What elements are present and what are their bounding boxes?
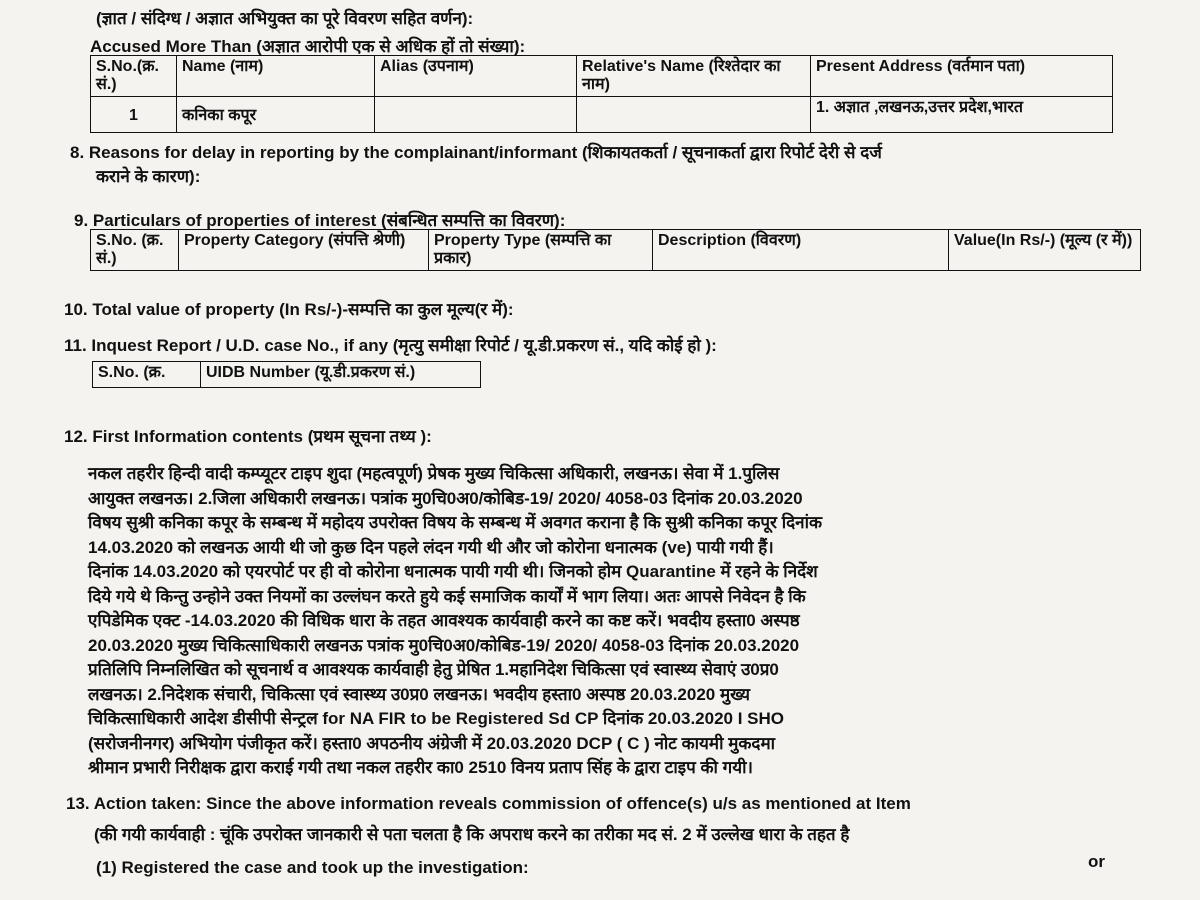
accused-description-line: (ज्ञात / संदिग्ध / अज्ञात अभियुक्त का पूरे विवरण सहित वर्णन): <box>96 9 474 28</box>
accused-row-relative <box>577 97 811 133</box>
inquest-table-header-row <box>93 362 481 388</box>
item8-reasons-delay-cont: कराने के कारण): <box>96 167 201 186</box>
item8-reasons-delay: 8. Reasons for delay in reporting by the complainant/informant (शिकायतकर्ता / सूचनाकर्ता द्वारा रिपोर्ट देरी से दर्ज <box>70 143 882 162</box>
accused-col-address: Present Address (वर्तमान पता) <box>811 56 1113 97</box>
item13-action-taken: 13. Action taken: Since the above information reveals commission of offence(s) u/s as mentioned at Item <box>66 794 911 813</box>
fir-content-line: नकल तहरीर हिन्दी वादी कम्प्यूटर टाइप शुदा (महत्वपूर्ण) प्रेषक मुख्य चिकित्सा अधिकारी, लखनऊ। सेवा में 1.पुलिस <box>88 464 780 483</box>
fir-content-line: लखनऊ। 2.निदेशक संचारी, चिकित्सा एवं स्वास्थ्य उ0प्र0 लखनऊ। भवदीय हस्ता0 अस्पष्ठ 20.03.2020 मुख्य <box>88 684 750 704</box>
item11-heading: 11. Inquest Report / U.D. case No., if any (मृत्यु समीक्षा रिपोर्ट / यू.डी.प्रकरण सं., यदि कोई हो ): <box>64 336 717 355</box>
fir-content-line: प्रतिलिपि निम्नलिखित को सूचनार्थ व आवश्यक कार्यवाही हेतु प्रेषित 1.महानिदेश चिकित्सा एवं स्वास्थ्य सेवाएं उ0प्र0 <box>88 660 779 679</box>
property-table <box>90 229 1141 271</box>
accused-col-relative: Relative's Name (रिश्तेदार का नाम) <box>577 56 811 97</box>
accused-table <box>90 55 1113 133</box>
property-col-sno: S.No. (क्र. सं.) <box>91 230 179 271</box>
item13-registered-case: (1) Registered the case and took up the investigation: <box>96 858 529 877</box>
inquest-table <box>92 361 481 388</box>
table-row <box>91 97 1113 133</box>
inquest-col-uidb: UIDB Number (यू.डी.प्रकरण सं.) <box>201 362 481 388</box>
fir-content-line: चिकित्साधिकारी आदेश डीसीपी सेन्ट्रल for NA FIR to be Registered Sd CP दिनांक 20.03.2020 I SHO <box>88 709 784 728</box>
inquest-col-sno: S.No. (क्र. <box>93 362 201 388</box>
property-col-value: Value(In Rs/-) (मूल्य (र में)) <box>949 230 1141 271</box>
property-table-header-row <box>91 230 1141 271</box>
accused-row-name: कनिका कपूर <box>177 97 375 133</box>
fir-content-line: आयुक्त लखनऊ। 2.जिला अधिकारी लखनऊ। पत्रांक मु0चि0अ0/कोबिड-19/ 2020/ 4058-03 दिनांक 20.03.2020 <box>88 488 803 508</box>
accused-row-sno: 1 <box>91 97 177 133</box>
fir-content-line: 20.03.2020 मुख्य चिकित्साधिकारी लखनऊ पत्रांक मु0चि0अ0/कोबिड-19/ 2020/ 4058-03 दिनांक 20.03.2020 <box>88 635 800 655</box>
property-col-type: Property Type (सम्पत्ति का प्रकार) <box>429 230 653 271</box>
accused-col-sno: S.No.(क्र. सं.) <box>91 56 177 97</box>
property-col-description: Description (विवरण) <box>653 230 949 271</box>
fir-content-line: दिनांक 14.03.2020 को एयरपोर्ट पर ही वो कोरोना धनात्मक पायी गयी थी। जिनको होम Quarantine में रहने के निर्देश <box>88 562 818 581</box>
item10-total-value: 10. Total value of property (In Rs/-)-सम्पत्ति का कुल मूल्य(र में): <box>64 300 514 319</box>
fir-content-line: (सरोजनीनगर) अभियोग पंजीकृत करें। हस्ता0 अपठनीय अंग्रेजी में 20.03.2020 DCP ( C ) नोट कायमी मुकदमा <box>88 733 776 753</box>
item13-action-taken-hindi: (की गयी कार्यवाही : चूंकि उपरोक्त जानकारी से पता चलता है कि अपराध करने का तरीका मद सं. 2 में उल्लेख धारा के तहत है <box>94 825 850 844</box>
accused-row-address: 1. अज्ञात ,लखनऊ,उत्तर प्रदेश,भारत <box>811 97 1113 133</box>
accused-col-alias: Alias (उपनाम) <box>375 56 577 97</box>
accused-table-header-row <box>91 56 1113 97</box>
item12-heading: 12. First Information contents (प्रथम सूचना तथ्य ): <box>64 427 432 446</box>
accused-row-alias <box>375 97 577 133</box>
property-col-category: Property Category (संपत्ति श्रेणी) <box>179 230 429 271</box>
item9-heading: 9. Particulars of properties of interest (संबन्धित सम्पत्ति का विवरण): <box>74 211 566 230</box>
fir-content-line: विषय सुश्री कनिका कपूर के सम्बन्ध में महोदय उपरोक्त विषय के सम्बन्ध में अवगत कराना है कि सुश्री कनिका कपूर दिनांक <box>88 513 823 532</box>
accused-col-name: Name (नाम) <box>177 56 375 97</box>
fir-content-line: एपिडेमिक एक्ट -14.03.2020 की विधिक धारा के तहत आवश्यक कार्यवाही करने का कष्ट करें। भवदीय हस्ता0 अस्पष्ठ <box>88 611 800 630</box>
fir-content-line: 14.03.2020 को लखनऊ आयी थी जो कुछ दिन पहले लंदन गयी थी और जो कोरोना धनात्मक (ve) पायी गयी हैं। <box>88 537 774 557</box>
fir-content-line: श्रीमान प्रभारी निरीक्षक द्वारा कराई गयी तथा नकल तहरीर का0 2510 विनय प्रताप सिंह के द्वारा टाइप की गयी। <box>88 758 753 777</box>
item13-or-text: or <box>1088 852 1105 871</box>
first-information-contents <box>88 462 1168 781</box>
fir-content-line: दिये गये थे किन्तु उन्होने उक्त नियमों का उल्लंघन करते हुये कई समाजिक कार्यों में भाग लिया। अतः आपसे निवेदन है कि <box>88 586 806 606</box>
accused-more-than-heading: Accused More Than (अज्ञात आरोपी एक से अधिक हों तो संख्या): <box>90 37 526 56</box>
